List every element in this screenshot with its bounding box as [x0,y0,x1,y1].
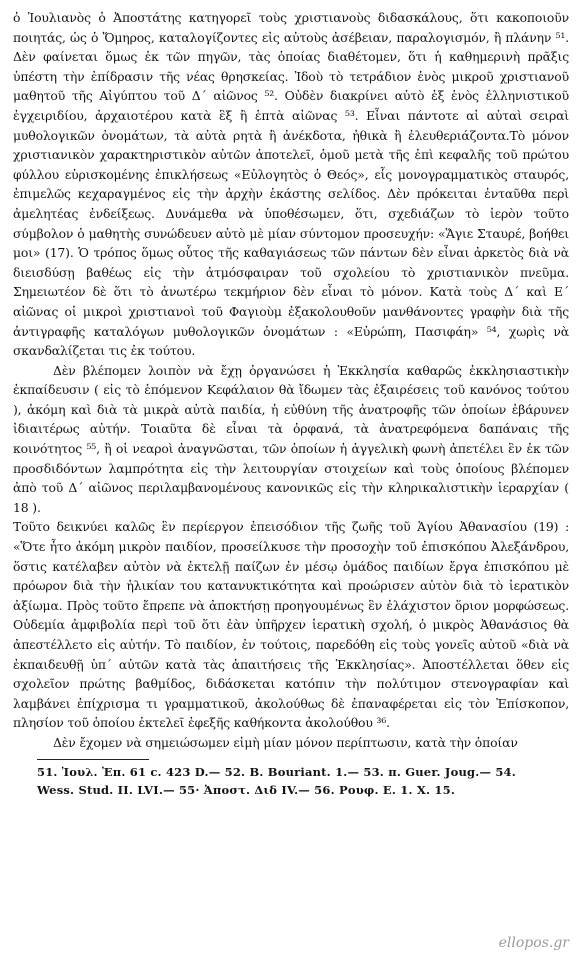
footnotes [13,763,569,799]
footnote-line: Wess. Stud. II. LVI.— 55· Ἀποστ. Διδ IV.— 56. Ρουφ. Ε. 1. Χ. 15. [37,782,456,797]
site-watermark: ellopos.gr [498,935,569,951]
main-text [13,8,569,753]
footnote-line: 51. Ἰουλ. Ἐπ. 61 c. 423 D.— 52. B. Bouriant. 1.— 53. π. Guer. Joug.— 54. [37,764,516,779]
paragraph-3: Τοῦτο δεικνύει καλῶς ἓν περίεργον ἐπεισόδιον τῆς ζωῆς τοῦ Ἁγίου Ἀθανασίου (19) : «Ὅτε ἦτο ἀκόμη μικρὸν παιδίον, προσείλκυσε τὴν προσοχὴν τοῦ ἐπισκόπου Ἀλεξάνδρου, ὅστις κατέλαβεν αὐτὸν νὰ ἐκτελῇ παίζων ἐν μέσῳ ὁμάδος παιδίων ἔργα ἐπισκόπου μὲ πρόωρον διὰ τὴν ἡλικίαν του κατανυκτικότητα καὶ προώρισεν αὐτὸν διὰ τὸ ἱερατικὸν ἀξίωμα. Πρὸς τοῦτο ἔπρεπε νὰ ἀποκτήσῃ προηγουμένως ἓν ἐλάχιστον ὅριον μορφώσεως. Οὐδεμία ἀμφιβολία περὶ τοῦ ὅτι ἐὰν ὑπῆρχεν ἱερατικὴ σχολή, ὁ μικρὸς Ἀθανάσιος θὰ ἀπεστέλλετο εἰς αὐτήν. Τὸ παιδίον, ἐν τούτοις, παρεδόθη εἰς τοὺς γονεῖς αὐτοῦ «διὰ νὰ ἐκπαιδευθῇ ὑπ´ αὐτῶν κατὰ τὰς ἀπαιτήσεις τῆς Ἐκκλησίας». Ἀποστέλλεται ὅθεν εἰς σχολεῖον πρώτης βαθμίδος, διδάσκεται κατόπιν τὴν πολύτιμον στενογραφίαν καὶ λαμβάνει ἐπίχρισμα τι γραμματικοῦ, ἀκολούθως δὲ ἐπαναφέρεται εἰς τὸν Ἐπίσκοπον, πλησίον τοῦ ὁποίου ἐκτελεῖ ἐφεξῆς καθήκοντα ἀκολούθου ³⁶. [13,519,569,731]
paragraph-1: ὁ Ἰουλιανὸς ὁ Ἀποστάτης κατηγορεῖ τοὺς χριστιανοὺς διδασκάλους, ὅτι κακοποιοῦν ποιητάς, ὡς ὁ Ὅμηρος, καταλογίζοντες εἰς αὐτοὺς ἀσέβειαν, παραλογισμόν, ἢ πλάνην ⁵¹. Δὲν φαίνεται ὅμως ἐκ τῶν πηγῶν, τὰς ὁποίας διαθέτομεν, ὅτι ἡ καθημερινὴ πρᾶξις ὑπέστη τὴν ἐπίδρασιν τῆς νέας θρησκείας. Ἰδοὺ τὸ τετράδιον ἑνὸς μικροῦ χριστιανοῦ μαθητοῦ τῆς Αἰγύπτου τοῦ Δ´ αἰῶνος ⁵². Οὐδὲν διακρίνει αὐτὸ ἐξ ἑνὸς ἑλληνιστικοῦ ἐγχειριδίου, ἀρχαιοτέρου κατὰ ἓξ ἢ ἑπτὰ αἰῶνας ⁵³. Εἶναι πάντοτε αἱ αὐταὶ σειραὶ μυθολογικῶν ὀνομάτων, τὰ αὐτὰ ρητὰ ἢ ἀνέκδοτα, ἠθικὰ ἢ ἐλευθεριάζοντα.Τὸ μόνον χριστιανικὸν χαρακτηριστικὸν αὐτῶν ἀποτελεῖ, ὁμοῦ μετὰ τῆς ἐπὶ κεφαλῆς τοῦ πρώτου φύλλου εὑρισκομένης ἐπικλήσεως «Εὐλογητὸς ὁ Θεός», εἷς μονογραμματικὸς σταυρός, ἐπιμελῶς κεχαραγμένος εἰς τὴν ἀρχὴν ἑκάστης σελίδος. Δὲν πρόκειται ἐνταῦθα περὶ ἀμελητέας ἐνδείξεως. Δυνάμεθα νὰ ὑποθέσωμεν, ὅτι, σχεδιάζων τὸ ἱερὸν τοῦτο σύμβολον ὁ μαθητὴς συνώδευεν αὐτὸ μὲ μίαν σύντομον προσευχήν: «Ἅγιε Σταυρέ, βοήθει μοι» (17). Ὁ τρόπος ὅμως οὗτος τῆς καθαγιάσεως τῶν πάντων δὲν εἶναι ἀρκετὸς διὰ νὰ διεισδύσῃ βαθέως εἰς τὴν ἀτμόσφαιραν τοῦ σχολείου τὸ χριστιανικὸν πνεῦμα. Σημειωτέον δὲ ὅτι τὸ ἀνωτέρω τεκμήριον δὲν εἶναι τὸ μόνον. Κατὰ τοὺς Δ´ καὶ Ε´ αἰῶνας οἱ μικροὶ χριστιανοὶ τοῦ Φαγιοὺμ ἐξακολουθοῦν μανθάνοντες γραφὴν διὰ τῆς ἀντιγραφῆς καταλόγων μυθολογικῶν ὀνομάτων : «Εὐρώπη, Πασιφάη» ⁵⁴, χωρὶς νὰ σκανδαλίζεται τις ἐκ τούτου. [13,10,569,359]
paragraph-4: Δὲν ἔχομεν νὰ σημειώσωμεν εἰμὴ μίαν μόνον περίπτωσιν, κατὰ τὴν ὁποίαν [53,734,518,750]
paragraph-2: Δὲν βλέπομεν λοιπὸν νὰ ἔχῃ ὀργανώσει ἡ Ἐκκλησία καθαρῶς ἐκκλησιαστικὴν ἐκπαίδευσιν ( εἰς τὸ ἑπόμενον Κεφάλαιον θὰ ἴδωμεν τὰς ἐξαιρέσεις τοῦ κανόνος τούτου ), ἀκόμη καὶ διὰ τὰ μικρὰ αὐτὰ παιδία, ἡ εὐθύνη τῆς ἀνατροφῆς τῶν ὁποίων ἐβάρυνεν ἰδιαιτέρως αὐτήν. Τοιαῦτα δὲ εἶναι τὰ ὀρφανά, τὰ ἀνατρεφόμενα δαπάναις τῆς κοινότητος ⁵⁵, ἢ οἱ νεαροὶ ἀναγνῶσται, τῶν ὁποίων ἡ ἀγγελικὴ φωνὴ ἀπετέλει ἓν ἐκ τῶν προσδιδόντων λαμπρότητα εἰς τὴν λειτουργίαν στοιχείων καὶ τοὺς ὁποίους βλέπομεν ἀπὸ τοῦ Δ´ αἰῶνος περιλαμβανομένους κανονικῶς εἰς τὴν κληρικαλιστικὴν ἱεραρχίαν ( 18 ). [13,362,569,515]
footnote-divider [37,759,149,760]
